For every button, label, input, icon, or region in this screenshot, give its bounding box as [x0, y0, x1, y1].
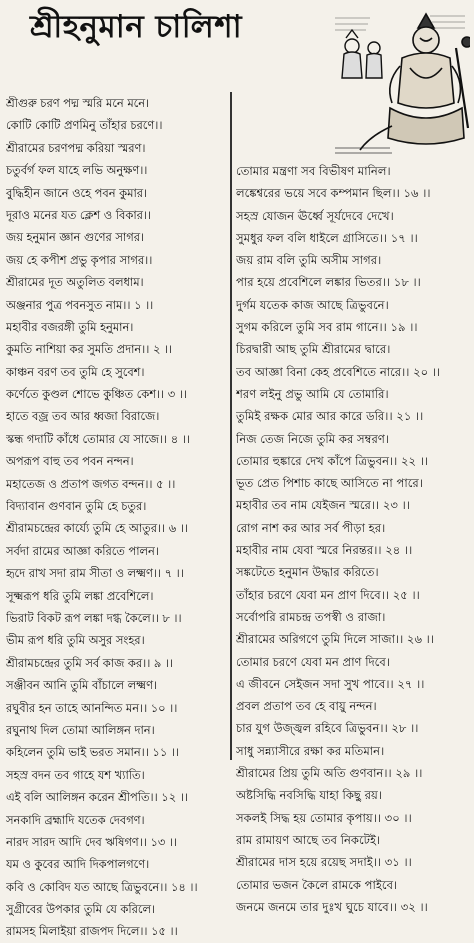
- verse-line: সাধু সন্ন্যাসীরে রক্ষা কর মতিমান।: [236, 743, 385, 758]
- verse-line: সুগ্রীবের উপকার তুমি যে করিলে।: [6, 902, 156, 917]
- verse-line: স্কন্ধ গদাটি কাঁধে তোমার যে সাজে।। ৪ ।।: [6, 431, 190, 446]
- verse-line: রোগ নাশ কর আর সর্ব পীড়া হর।: [236, 520, 386, 535]
- verse-line: পার হয়ে প্রবেশিলে লঙ্কার ভিতর।। ১৮ ।।: [236, 275, 421, 290]
- verse-line: শ্রীরামচন্দ্রের তুমি সর্ব কাজ কর।। ৯ ।।: [6, 655, 174, 670]
- verse-line: সঞ্জীবন আনি তুমি বাঁচালে লক্ষ্মণ।: [6, 678, 158, 693]
- verse-line: রাম রামায়ণ আছে তব নিকটেই।: [236, 832, 381, 847]
- verse-line: শ্রীরামের অরিগণে তুমি দিলে সাজা।। ২৬ ।।: [236, 632, 434, 647]
- right-column: [236, 160, 472, 918]
- verse-line: মহাবীর নাম যেবা স্মরে নিরন্তর।। ২৪ ।।: [236, 543, 413, 558]
- verse-line: তোমার মন্ত্রণা সব বিভীষণ মানিল।: [236, 164, 391, 178]
- verse-line: চতুর্বর্গ ফল যাহে লভি অনুক্ষণ।।: [6, 163, 148, 178]
- verse-line: ভীম রূপ ধরি তুমি অসুর সংহর।: [6, 633, 145, 648]
- verse-line: জয় হনুমান জ্ঞান গুণের সাগর।: [6, 230, 145, 245]
- verse-line: বিদ্যাবান গুণবান তুমি হে চতুর।: [6, 499, 147, 514]
- verse-line: ভূত প্রেত পিশাচ কাছে আসিতে না পারে।: [236, 476, 423, 491]
- verse-line: শ্রীরামের দূত অতুলিত বলধাম।: [6, 275, 144, 290]
- verse-line: কবি ও কোবিদ যত আছে ত্রিভুবনে।। ১৪ ।।: [6, 879, 198, 894]
- verse-line: মহাবীর বজরঙ্গী তুমি হনুমান।: [6, 319, 134, 334]
- verse-line: কহিলেন তুমি ভাই ভরত সমান।। ১১ ।।: [6, 745, 179, 760]
- verse-line: জয় হে কপীশ প্রভু কৃপার সাগর।।: [6, 252, 153, 267]
- verse-line: কুমতি নাশিয়া কর সুমতি প্রদান।। ২ ।।: [6, 342, 173, 357]
- verse-line: সর্বদা রামের আজ্ঞা করিতে পালন।: [6, 543, 159, 558]
- verse-line: ভিরাট বিকট রূপ লঙ্কা দগ্ধ কৈলে।। ৮ ।।: [6, 610, 182, 625]
- verse-line: এই বলি আলিঙ্গন করেন শ্রীপতি।। ১২ ।।: [6, 790, 188, 805]
- verse-line: লঙ্কেশ্বরের ভয়ে সবে কম্পমান ছিল।। ১৬ ।।: [236, 186, 431, 201]
- verse-line: রঘুবীর হন তাহে আনন্দিত মন।। ১০ ।।: [6, 700, 178, 715]
- verse-line: নিজ তেজ নিজে তুমি কর সম্বরণ।: [236, 431, 390, 446]
- verse-line: শ্রীগুরু চরণ পদ্ম স্মরি মনে মনে।: [6, 96, 150, 110]
- verse-line: অপরূপ বাহু তব পবন নন্দন।: [6, 454, 134, 469]
- verse-line: তুমিই রক্ষক মোর আর কারে ডরি।। ২১ ।।: [236, 409, 424, 424]
- verse-line: শ্রীরামের দাস হয়ে রয়েছ সদাই।। ৩১ ।।: [236, 855, 412, 870]
- verse-line: কাঞ্চন বরণ তব তুমি হে সুবেশ।: [6, 364, 145, 379]
- verse-line: জয় রাম বলি তুমি অসীম সাগর।: [236, 253, 382, 268]
- left-column: [6, 92, 228, 943]
- verse-line: হৃদে রাখ সদা রাম সীতা ও লক্ষ্মণ।। ৭ ।।: [6, 566, 184, 581]
- verse-line: তোমার হুঙ্কারে দেখ কাঁপে ত্রিভুবন।। ২২ ।।: [236, 453, 429, 468]
- verse-line: জনমে জনমে তার দুঃখ ঘুচে যাবে।। ৩২ ।।: [236, 899, 428, 914]
- verse-line: মহাতেজ ও প্রতাপ জগত বন্দন।। ৫ ।।: [6, 476, 176, 491]
- verse-line: প্রবল প্রতাপ তব হে বায়ু নন্দন।: [236, 699, 377, 714]
- verse-line: অষ্টসিদ্ধি নবসিদ্ধি যাহা কিছু রয়।: [236, 788, 382, 803]
- verse-line: চার যুগ উজ্জ্বল রহিবে ত্রিভুবন।। ২৮ ।।: [236, 721, 419, 736]
- hanuman-illustration: [330, 8, 470, 158]
- verse-line: হাতে বজ্র তব আর ধ্বজা বিরাজে।: [6, 409, 160, 424]
- verse-line: সনকাদি ব্রহ্মাদি যতেক দেবগণ।: [6, 812, 145, 827]
- verse-line: শরণ লইনু প্রভু আমি যে তোমারি।: [236, 386, 389, 401]
- verse-line: রঘুনাথ দিল তোমা আলিঙ্গন দান।: [6, 722, 155, 737]
- page-title: শ্রীহনুমান চালিশা: [30, 9, 243, 45]
- verse-line: বুদ্ধিহীন জানে ওহে পবন কুমার।: [6, 185, 148, 200]
- verse-line: শ্রীরামের প্রিয় তুমি অতি গুণবান।। ২৯ ।।: [236, 766, 423, 781]
- verse-line: সর্বোপরি রামচন্দ্র তপস্বী ও রাজা।: [236, 609, 386, 624]
- verse-line: তোমার চরণে যেবা মন প্রাণ দিবে।: [236, 654, 390, 669]
- verse-line: সহস্র যোজন ঊর্ধ্বে সূর্যদেবে দেখে।: [236, 208, 394, 223]
- column-divider: [230, 92, 232, 760]
- verse-line: কোটি কোটি প্রণমিনু তাঁহার চরণে।।: [6, 118, 163, 133]
- verse-line: তোমার ভজন কৈলে রামকে পাইবে।: [236, 877, 398, 892]
- verse-line: কর্ণেতে কুণ্ডল শোভে কুঞ্চিত কেশ।। ৩ ।।: [6, 387, 187, 402]
- verse-line: এ জীবনে সেইজন সদা সুখ পাবে।। ২৭ ।।: [236, 676, 425, 691]
- verse-line: শ্রীরামের চরণপদ্ম করিয়া স্মরণ।: [6, 140, 146, 155]
- verse-line: তাঁহার চরণে যেবা মন প্রাণ দিবে।। ২৫ ।।: [236, 587, 420, 602]
- verse-line: সুমধুর ফল বলি ধাইলে গ্রাসিতে।। ১৭ ।।: [236, 230, 418, 245]
- verse-line: মহাবীর তব নাম যেইজন স্মরে।। ২৩ ।।: [236, 498, 410, 513]
- verse-line: সুগম করিলে তুমি সব রাম গানে।। ১৯ ।।: [236, 320, 418, 335]
- verse-line: অঞ্জনার পুত্র পবনসুত নাম।। ১ ।।: [6, 297, 154, 312]
- verse-line: চিরদ্বারী আছ তুমি শ্রীরামের দ্বারে।: [236, 342, 391, 357]
- verse-line: সূক্ষ্মরূপ ধরি তুমি লঙ্কা প্রবেশিলে।: [6, 588, 154, 603]
- verse-line: নারদ সারদ আদি দেব ঋষিগণ।। ১৩ ।।: [6, 834, 178, 849]
- verse-line: তব আজ্ঞা বিনা কেহ প্রবেশিতে নারে।। ২০ ।।: [236, 364, 441, 379]
- verse-line: সঙ্কটেতে হনুমান উদ্ধার করিতে।: [236, 565, 379, 580]
- verse-line: যম ও কুবের আদি দিকপালগণে।: [6, 857, 150, 872]
- verse-line: দূরাও মনের যত ক্লেশ ও বিকার।।: [6, 207, 152, 222]
- verse-line: শ্রীরামচন্দ্রের কার্য্যে তুমি হে আতুর।। ৬ ।।: [6, 521, 188, 536]
- verse-line: সহস্র বদন তব গাহে যশ খ্যাতি।: [6, 767, 145, 782]
- verse-line: দুর্গম যতেক কাজ আছে ত্রিভুবনে।: [236, 297, 389, 312]
- verse-line: সকলই সিদ্ধ হয় তোমার কৃপায়।। ৩০ ।।: [236, 810, 412, 825]
- verse-line: রামসহ মিলাইয়া রাজপদ দিলে।। ১৫ ।।: [6, 924, 178, 939]
